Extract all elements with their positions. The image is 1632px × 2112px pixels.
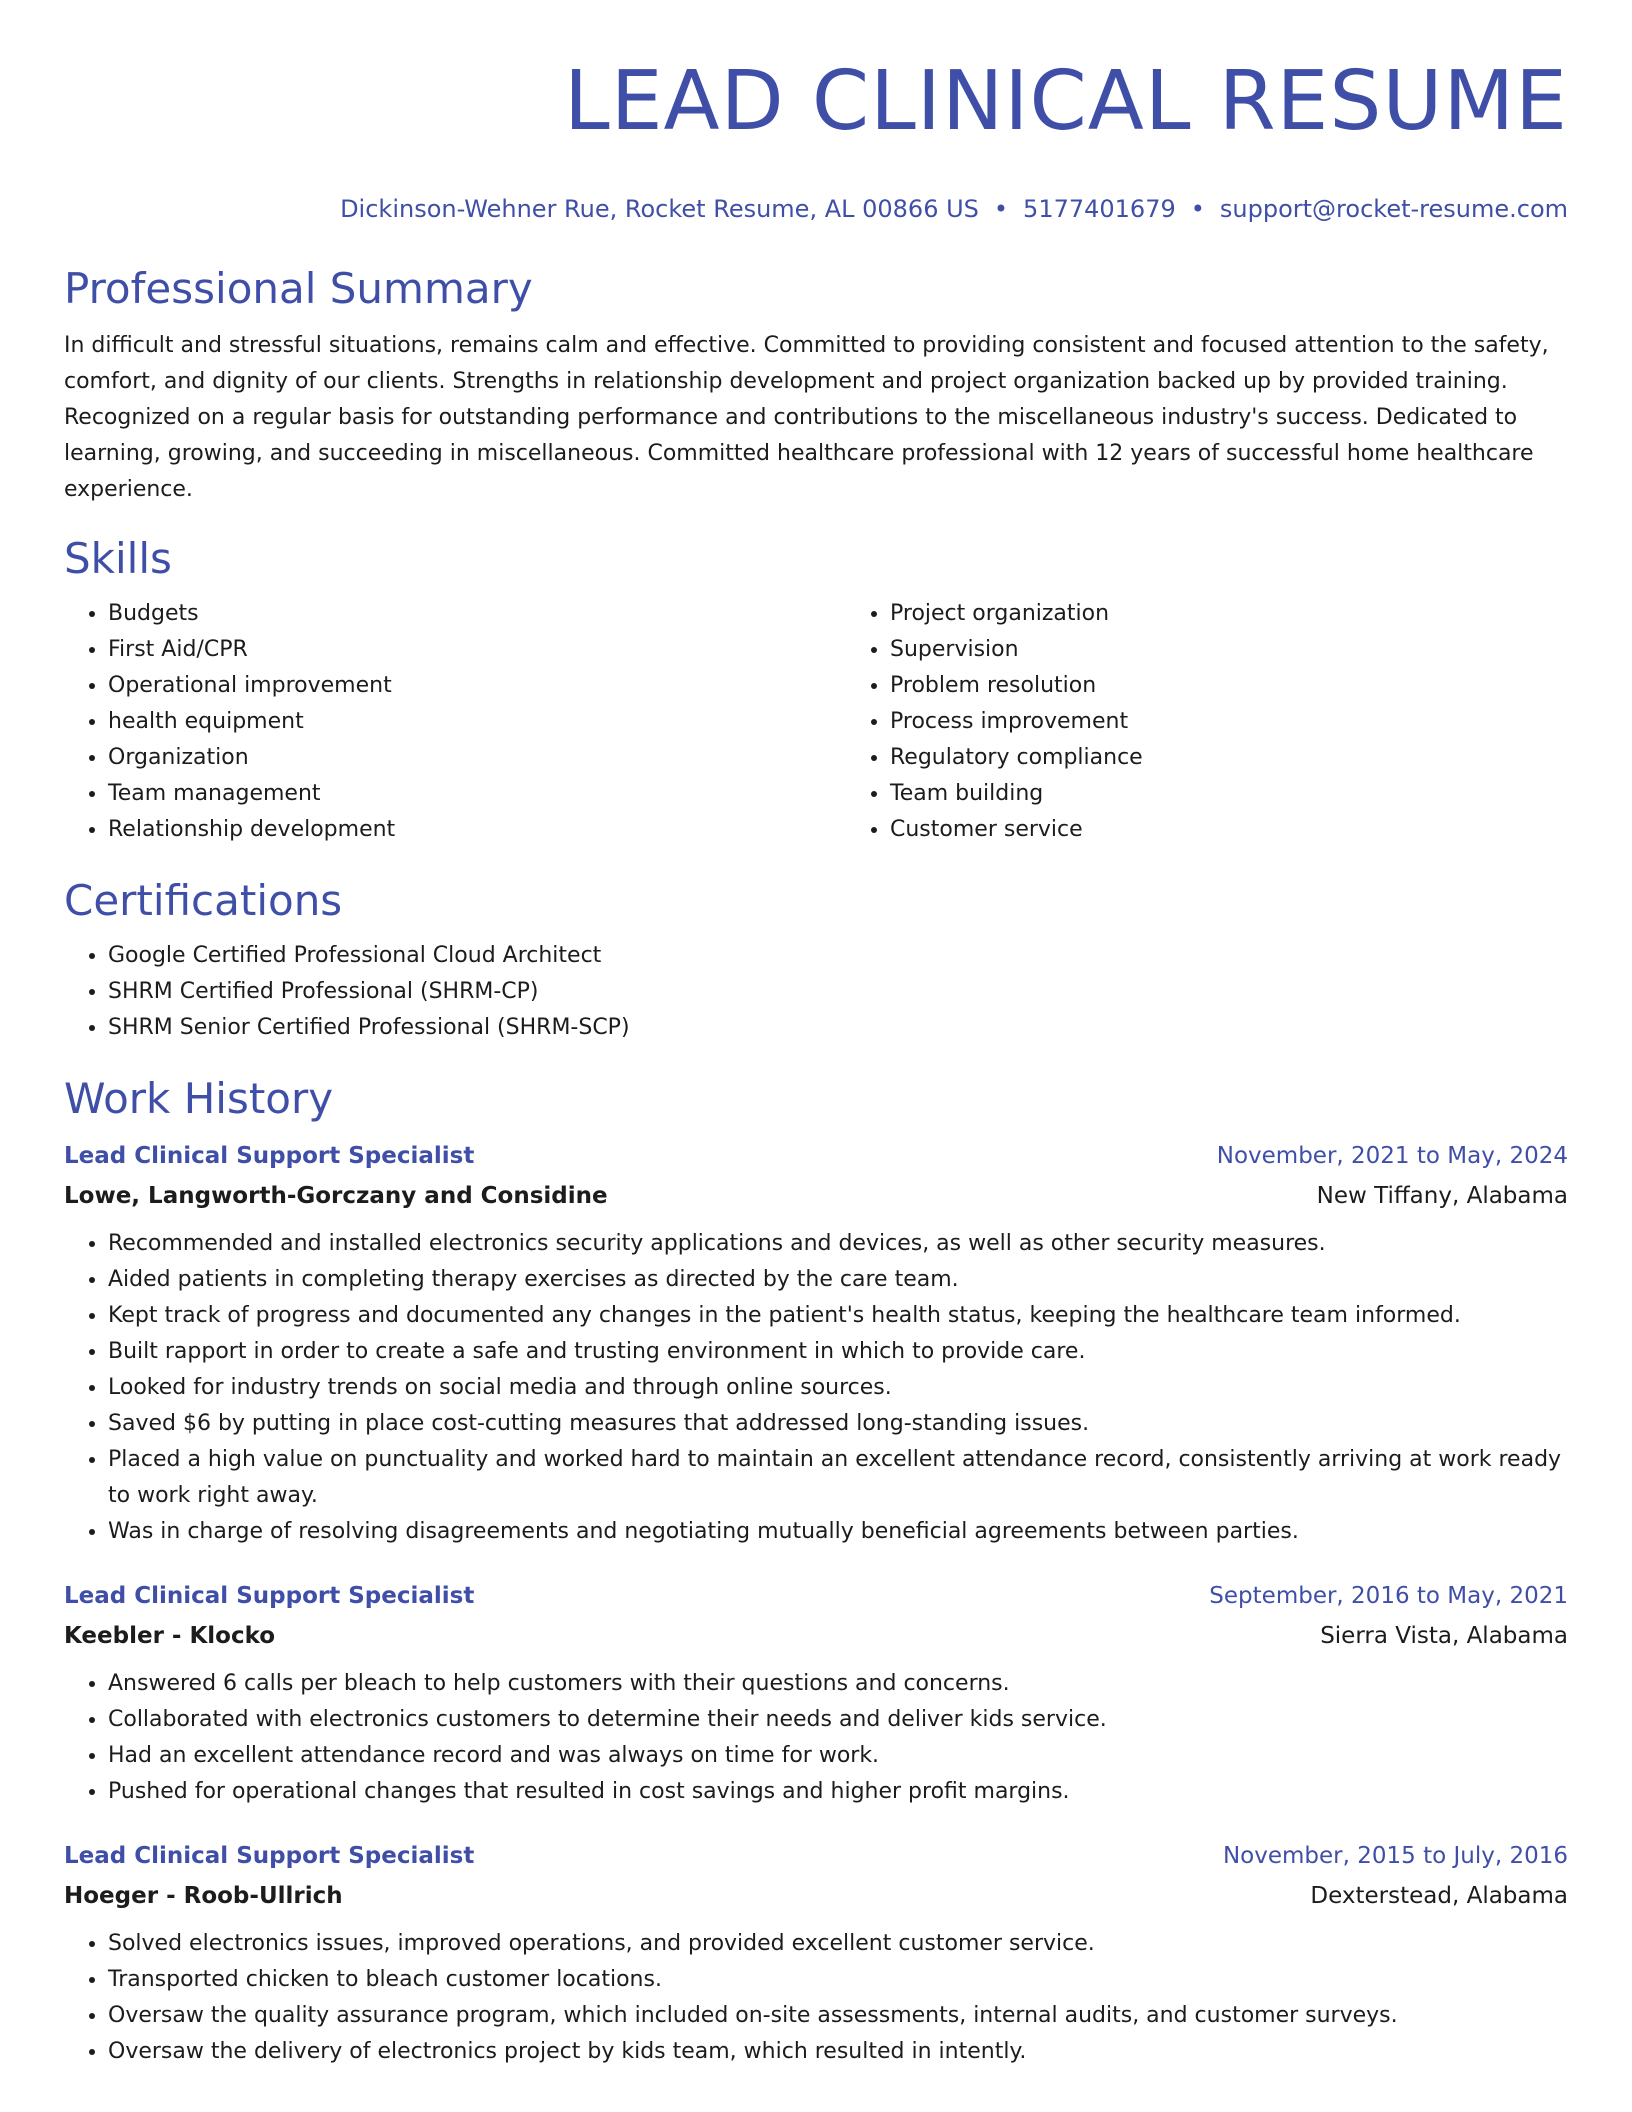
contact-phone: 5177401679	[1023, 195, 1176, 223]
job-duty-item: • Was in charge of resolving disagreements and negotiating mutually beneficial agreements between parties.	[108, 1514, 1568, 1550]
resume-name: LEAD CLINICAL RESUME	[564, 54, 1568, 149]
job-dates: September, 2016 to May, 2021	[1209, 1583, 1568, 1609]
job-duty-item: • Looked for industry trends on social media and through online sources.	[108, 1370, 1568, 1406]
summary-text: In difficult and stressful situations, remains calm and effective. Committed to providing consistent and focused attention to the safety, comfort, and dignity of our clients. Strengths in relationship development and project organization backed up by provided training. Recognized on a regular basis for outstanding performance and contributions to the miscellaneous industry's success. Dedicated to learning, growing, and succeeding in miscellaneous. Committed healthcare professional with 12 years of successful home healthcare experience.	[64, 333, 1549, 502]
job-company: Hoeger - Roob-Ullrich	[64, 1883, 343, 1909]
certification-item: • SHRM Certified Professional (SHRM-CP)	[108, 974, 1568, 1010]
resume-header	[64, 0, 1568, 224]
job-duty-item: • Answered 6 calls per bleach to help customers with their questions and concerns.	[108, 1666, 1568, 1702]
skill-item: • health equipment	[108, 704, 846, 740]
skill-item: • Problem resolution	[890, 668, 1143, 704]
skill-item: • Regulatory compliance	[890, 740, 1143, 776]
job-duty-item: • Had an excellent attendance record and was always on time for work.	[108, 1738, 1568, 1774]
job-duty-item: • Oversaw the delivery of electronics project by kids team, which resulted in intently.	[108, 2034, 1568, 2070]
job-title-row	[64, 1136, 1568, 1176]
skill-item: • Project organization	[890, 596, 1143, 632]
job-entry	[64, 1836, 1568, 2070]
job-title: Lead Clinical Support Specialist	[64, 1583, 475, 1609]
skills-columns	[64, 596, 1568, 848]
skill-item: • Organization	[108, 740, 846, 776]
work-section	[64, 1074, 1568, 2070]
job-entry	[64, 1576, 1568, 1810]
job-duties-list	[64, 1226, 1568, 1550]
job-location: Sierra Vista, Alabama	[1320, 1623, 1568, 1649]
section-title-summary: Professional Summary	[64, 264, 533, 313]
skills-list-right	[846, 596, 1143, 848]
work-history-list	[64, 1136, 1568, 2070]
job-duty-item: • Collaborated with electronics customers to determine their needs and deliver kids service.	[108, 1702, 1568, 1738]
skill-item: • Supervision	[890, 632, 1143, 668]
job-location: New Tiffany, Alabama	[1316, 1183, 1568, 1209]
skill-item: • First Aid/CPR	[108, 632, 846, 668]
certifications-section	[64, 876, 1568, 1046]
job-title: Lead Clinical Support Specialist	[64, 1843, 475, 1869]
contact-separator: •	[993, 195, 1009, 223]
job-duty-item: • Built rapport in order to create a safe and trusting environment in which to provide care.	[108, 1334, 1568, 1370]
skill-item: • Customer service	[890, 812, 1143, 848]
skill-item: • Budgets	[108, 596, 846, 632]
job-dates: November, 2015 to July, 2016	[1222, 1843, 1568, 1869]
job-entry	[64, 1136, 1568, 1550]
job-location: Dexterstead, Alabama	[1310, 1883, 1568, 1909]
section-title-certifications: Certifications	[64, 876, 343, 925]
contact-address: Dickinson-Wehner Rue, Rocket Resume, AL 00866 US	[340, 195, 979, 223]
skill-item: • Relationship development	[108, 812, 846, 848]
skill-item: • Team building	[890, 776, 1143, 812]
job-duty-item: • Kept track of progress and documented any changes in the patient's health status, keeping the healthcare team informed.	[108, 1298, 1568, 1334]
skill-item: • Operational improvement	[108, 668, 846, 704]
job-duty-item: • Aided patients in completing therapy exercises as directed by the care team.	[108, 1262, 1568, 1298]
job-company: Keebler - Klocko	[64, 1623, 276, 1649]
job-duty-item: • Oversaw the quality assurance program, which included on-site assessments, internal audits, and customer surveys.	[108, 1998, 1568, 2034]
skill-item: • Process improvement	[890, 704, 1143, 740]
skills-section	[64, 534, 1568, 848]
contact-email: support@rocket-resume.com	[1219, 195, 1568, 223]
skills-list-left	[64, 596, 846, 848]
job-title: Lead Clinical Support Specialist	[64, 1143, 475, 1169]
job-duty-item: • Transported chicken to bleach customer locations.	[108, 1962, 1568, 1998]
job-title-row	[64, 1836, 1568, 1876]
job-title-row	[64, 1576, 1568, 1616]
section-title-skills: Skills	[64, 534, 172, 583]
job-duty-item: • Pushed for operational changes that resulted in cost savings and higher profit margins.	[108, 1774, 1568, 1810]
job-duties-list	[64, 1926, 1568, 2070]
job-company-row	[64, 1876, 1568, 1916]
certification-item: • SHRM Senior Certified Professional (SHRM-SCP)	[108, 1010, 1568, 1046]
certifications-list	[64, 938, 1568, 1046]
job-dates: November, 2021 to May, 2024	[1216, 1143, 1568, 1169]
summary-section	[64, 264, 1568, 508]
contact-separator: •	[1190, 195, 1205, 223]
section-title-work: Work History	[64, 1074, 334, 1123]
job-duties-list	[64, 1666, 1568, 1810]
job-duty-item: • Saved $6 by putting in place cost-cutting measures that addressed long-standing issues.	[108, 1406, 1568, 1442]
contact-line	[64, 194, 1568, 224]
job-duty-item: • Placed a high value on punctuality and worked hard to maintain an excellent attendance record, consistently arriving at work ready to work right away.	[108, 1442, 1568, 1514]
job-company-row	[64, 1176, 1568, 1216]
job-duty-item: • Solved electronics issues, improved operations, and provided excellent customer service.	[108, 1926, 1568, 1962]
job-company: Lowe, Langworth-Gorczany and Considine	[64, 1183, 608, 1209]
job-duty-item: • Recommended and installed electronics security applications and devices, as well as other security measures.	[108, 1226, 1568, 1262]
certification-item: • Google Certified Professional Cloud Architect	[108, 938, 1568, 974]
skill-item: • Team management	[108, 776, 846, 812]
job-company-row	[64, 1616, 1568, 1656]
